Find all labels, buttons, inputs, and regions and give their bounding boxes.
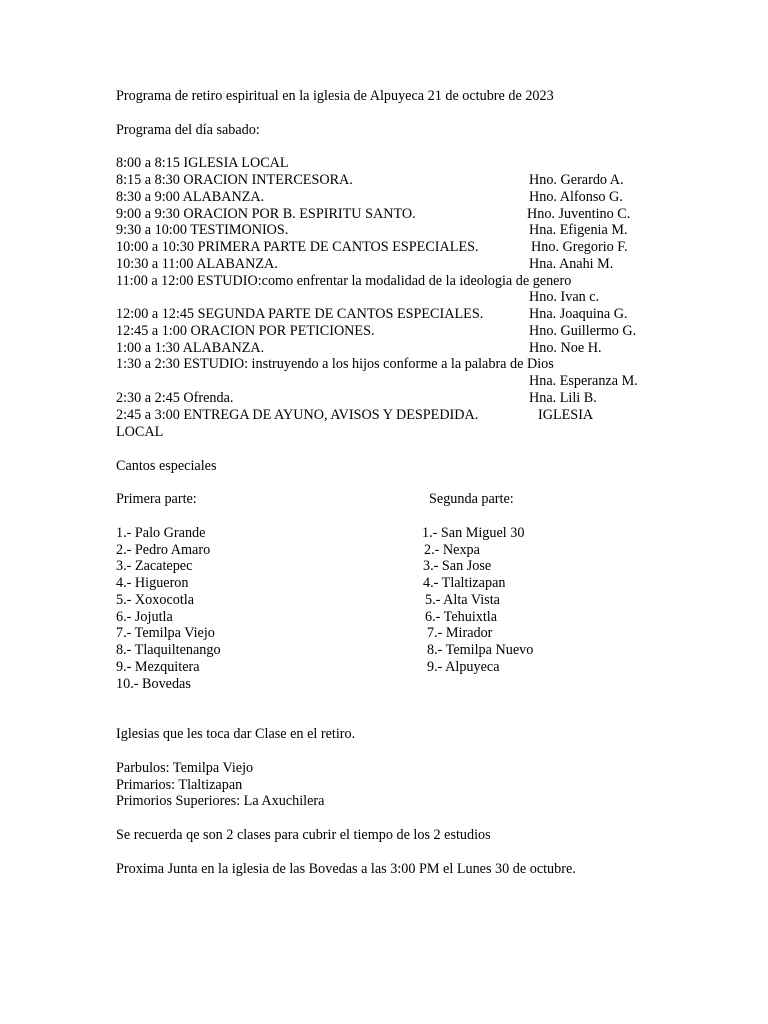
schedule-item-responsible: Hno. Juventino C. <box>527 206 631 222</box>
schedule-item-text: 1:00 a 1:30 ALABANZA. <box>116 340 265 356</box>
primera-list-item: 10.- Bovedas <box>116 676 191 692</box>
document-subtitle: Programa del día sabado: <box>116 122 260 138</box>
primera-list-item: 9.- Mezquitera <box>116 659 200 675</box>
schedule-item-responsible: Hna. Anahi M. <box>529 256 614 272</box>
primera-list-item: 3.- Zacatepec <box>116 558 193 574</box>
document-title: Programa de retiro espiritual en la iglesia de Alpuyeca 21 de octubre de 2023 <box>116 88 554 104</box>
segunda-parte-label: Segunda parte: <box>429 491 514 507</box>
schedule-item-responsible: Hna. Lili B. <box>529 390 597 406</box>
primera-list-item: 1.- Palo Grande <box>116 525 206 541</box>
schedule-item-text: 9:30 a 10:00 TESTIMONIOS. <box>116 222 289 238</box>
primera-list-item: 6.- Jojutla <box>116 609 173 625</box>
segunda-list-item: 3.- San Jose <box>423 558 492 574</box>
schedule-item-text: 1:30 a 2:30 ESTUDIO: instruyendo a los hijos conforme a la palabra de Dios <box>116 356 554 372</box>
schedule-item-text: 10:30 a 11:00 ALABANZA. <box>116 256 278 272</box>
segunda-list-item: 1.- San Miguel 30 <box>422 525 525 541</box>
clases-item: Primarios: Tlaltizapan <box>116 777 243 793</box>
schedule-item-text: 2:30 a 2:45 Ofrenda. <box>116 390 234 406</box>
primera-list-item: 4.- Higueron <box>116 575 189 591</box>
schedule-item-text: 2:45 a 3:00 ENTREGA DE AYUNO, AVISOS Y DESPEDIDA. <box>116 407 479 423</box>
schedule-item-responsible: Hno. Noe H. <box>529 340 602 356</box>
schedule-item-text: 12:45 a 1:00 ORACION POR PETICIONES. <box>116 323 375 339</box>
schedule-item-responsible: Hno. Guillermo G. <box>529 323 637 339</box>
primera-parte-label: Primera parte: <box>116 491 197 507</box>
segunda-list-item: 8.- Temilpa Nuevo <box>427 642 534 658</box>
cantos-heading: Cantos especiales <box>116 458 217 474</box>
clases-item: Parbulos: Temilpa Viejo <box>116 760 254 776</box>
schedule-item-text: 12:00 a 12:45 SEGUNDA PARTE DE CANTOS ESPECIALES. <box>116 306 484 322</box>
schedule-item-text: LOCAL <box>116 424 164 440</box>
primera-list-item: 5.- Xoxocotla <box>116 592 195 608</box>
schedule-item-responsible: Hno. Alfonso G. <box>529 189 623 205</box>
clases-heading: Iglesias que les toca dar Clase en el retiro. <box>116 726 356 742</box>
schedule-item-text: 8:00 a 8:15 IGLESIA LOCAL <box>116 155 289 171</box>
schedule-item-text: 11:00 a 12:00 ESTUDIO:como enfrentar la modalidad de la ideologia de genero <box>116 273 572 289</box>
segunda-list-item: 9.- Alpuyeca <box>427 659 500 675</box>
primera-list-item: 2.- Pedro Amaro <box>116 542 211 558</box>
next-meeting-text: Proxima Junta en la iglesia de las Bovedas a las 3:00 PM el Lunes 30 de octubre. <box>116 861 576 877</box>
schedule-item-responsible: Hno. Gregorio F. <box>531 239 628 255</box>
segunda-list-item: 4.- Tlaltizapan <box>423 575 506 591</box>
schedule-item-responsible: Hna. Joaquina G. <box>529 306 628 322</box>
schedule-item-responsible: Hna. Efigenia M. <box>529 222 628 238</box>
segunda-list-item: 2.- Nexpa <box>424 542 480 558</box>
schedule-item-responsible: Hna. Esperanza M. <box>529 373 638 389</box>
segunda-list-item: 6.- Tehuixtla <box>425 609 498 625</box>
segunda-list-item: 5.- Alta Vista <box>425 592 500 608</box>
schedule-item-responsible: Hno. Gerardo A. <box>529 172 624 188</box>
primera-list-item: 8.- Tlaquiltenango <box>116 642 221 658</box>
schedule-item-text: 9:00 a 9:30 ORACION POR B. ESPIRITU SANTO. <box>116 206 416 222</box>
schedule-item-responsible: IGLESIA <box>538 407 594 423</box>
primera-list-item: 7.- Temilpa Viejo <box>116 625 215 641</box>
schedule-item-text: 8:15 a 8:30 ORACION INTERCESORA. <box>116 172 353 188</box>
reminder-text: Se recuerda qe son 2 clases para cubrir el tiempo de los 2 estudios <box>116 827 491 843</box>
segunda-list-item: 7.- Mirador <box>427 625 493 641</box>
clases-item: Primorios Superiores: La Axuchilera <box>116 793 325 809</box>
schedule-item-text: 10:00 a 10:30 PRIMERA PARTE DE CANTOS ESPECIALES. <box>116 239 479 255</box>
schedule-item-responsible: Hno. Ivan c. <box>529 289 600 305</box>
schedule-item-text: 8:30 a 9:00 ALABANZA. <box>116 189 265 205</box>
